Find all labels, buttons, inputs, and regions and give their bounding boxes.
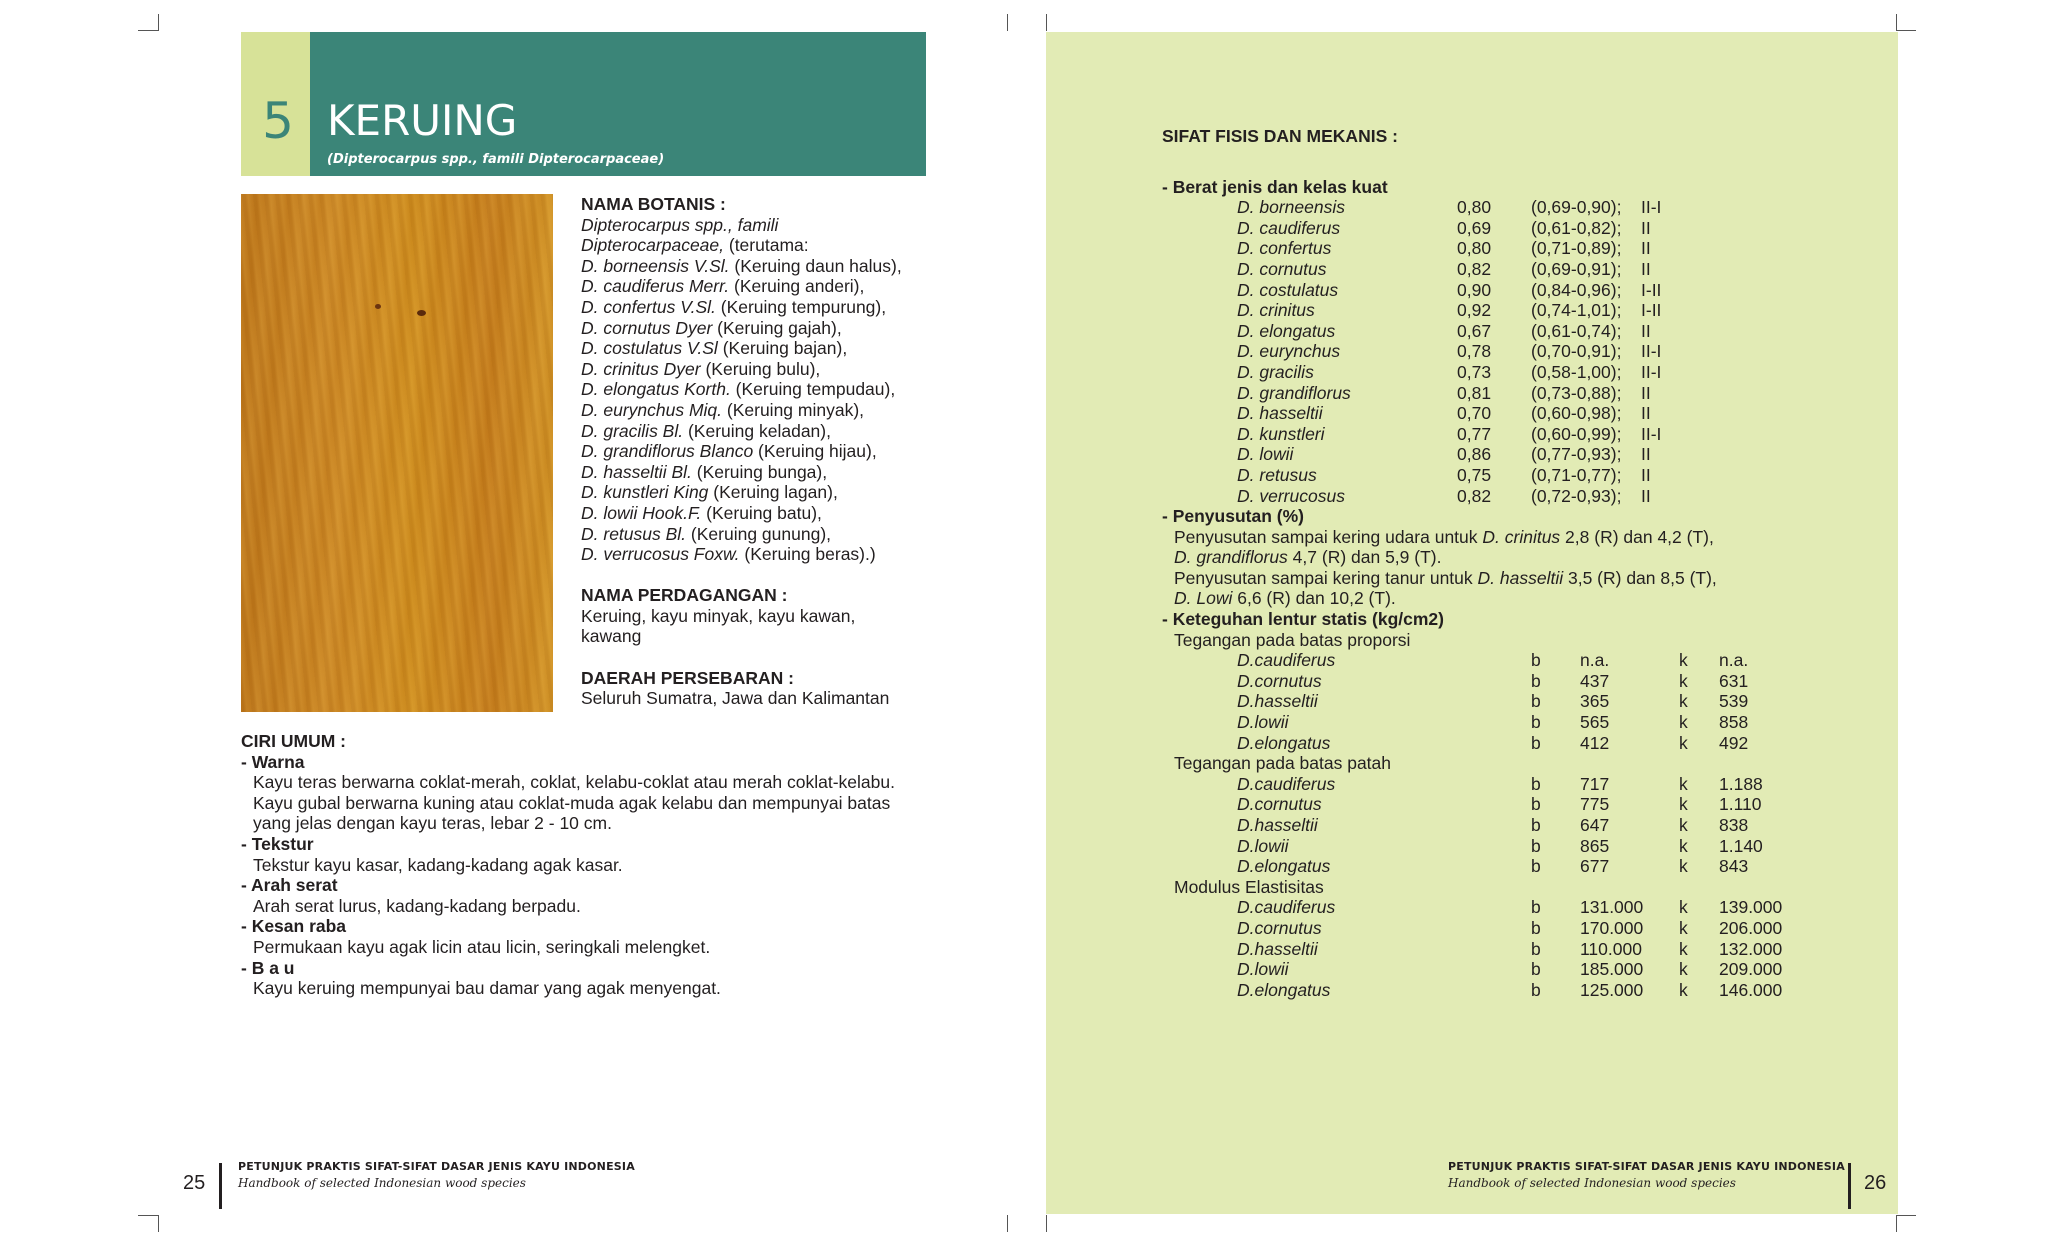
page-number-left: 25 xyxy=(183,1172,206,1194)
k-value: 843 xyxy=(1719,856,1749,877)
b-value: 412 xyxy=(1580,732,1610,753)
crop-mark xyxy=(1896,1215,1897,1232)
species-item xyxy=(581,524,902,545)
k-value: 132.000 xyxy=(1719,938,1783,959)
species-latin-name: D. borneensis V.Sl. xyxy=(581,255,730,276)
footer-divider xyxy=(1848,1163,1851,1209)
species-name: D.hasseltii xyxy=(1237,691,1318,712)
penyusutan-text: 3,5 (R) dan 8,5 (T), xyxy=(1563,567,1717,588)
species-latin-name: D. verrucosus Foxw. xyxy=(581,544,740,565)
keteguhan-row xyxy=(1162,917,1783,939)
species-name: D. grandiflorus xyxy=(1174,547,1288,568)
keteguhan-row xyxy=(1162,773,1763,795)
density-value: 0,67 xyxy=(1457,320,1492,341)
b-value: 775 xyxy=(1580,794,1610,815)
penyusutan-line xyxy=(1162,547,1717,568)
density-value: 0,80 xyxy=(1457,197,1492,218)
penyusutan-text: 2,8 (R) dan 4,2 (T), xyxy=(1560,526,1714,547)
species-local-name: (Keruing beras).) xyxy=(739,544,876,565)
species-latin-name: D. crinitus Dyer xyxy=(581,358,701,379)
ciri-umum-heading: CIRI UMUM : xyxy=(241,731,346,751)
ciri-umum-section xyxy=(241,731,895,999)
b-value: 185.000 xyxy=(1580,959,1644,980)
strength-class: I-II xyxy=(1641,279,1662,300)
density-range: (0,71-0,77); xyxy=(1531,464,1622,485)
species-list xyxy=(581,256,902,565)
berat-jenis-row xyxy=(1162,403,1717,424)
keteguhan-row xyxy=(1162,938,1783,960)
b-value: 437 xyxy=(1580,670,1610,691)
species-item xyxy=(581,503,902,524)
penyusutan-text: 4,7 (R) dan 5,9 (T). xyxy=(1287,547,1442,568)
species-local-name: (Keruing bajan), xyxy=(717,338,848,359)
penyusutan-text: Penyusutan sampai kering udara untuk xyxy=(1174,526,1483,547)
density-value: 0,82 xyxy=(1457,258,1492,279)
crop-mark xyxy=(1046,1215,1047,1232)
species-name: D. lowii xyxy=(1237,444,1294,465)
wood-knot xyxy=(375,304,381,309)
keteguhan-row xyxy=(1162,691,1749,712)
b-label: b xyxy=(1531,794,1541,815)
strength-class: II xyxy=(1641,217,1651,238)
keteguhan-row xyxy=(1162,835,1763,857)
b-value: 565 xyxy=(1580,712,1610,733)
density-range: (0,69-0,90); xyxy=(1531,197,1622,218)
penyusutan-text: Penyusutan sampai kering tanur untuk xyxy=(1174,567,1478,588)
ciri-text: Kayu keruing mempunyai bau damar yang agak menyengat. xyxy=(253,978,721,999)
species-name: D.caudiferus xyxy=(1237,650,1336,671)
berat-jenis-row xyxy=(1162,197,1717,218)
keteguhan-row xyxy=(1162,856,1749,877)
keteguhan-row xyxy=(1162,670,1749,692)
density-value: 0,77 xyxy=(1457,423,1492,444)
species-item xyxy=(581,276,902,297)
b-label: b xyxy=(1531,938,1541,959)
species-latin-name: D. lowii Hook.F. xyxy=(581,502,702,523)
b-value: 647 xyxy=(1580,815,1610,835)
species-local-name: (Keruing bunga), xyxy=(691,461,828,482)
k-value: 139.000 xyxy=(1719,897,1783,918)
density-value: 0,92 xyxy=(1457,300,1492,321)
nama-perdagangan-heading: NAMA PERDAGANGAN : xyxy=(581,585,788,606)
berat-jenis-row xyxy=(1162,238,1717,259)
species-name: D.lowii xyxy=(1237,712,1289,733)
berat-jenis-row xyxy=(1162,300,1717,321)
strength-class: II xyxy=(1641,403,1651,424)
crop-mark xyxy=(1007,14,1008,31)
k-label: k xyxy=(1679,856,1688,877)
strength-class: II-I xyxy=(1641,361,1662,382)
b-label: b xyxy=(1531,691,1541,712)
species-name: D.elongatus xyxy=(1237,732,1331,753)
ciri-text: Arah serat lurus, kadang-kadang berpadu. xyxy=(253,895,581,916)
k-value: 539 xyxy=(1719,691,1749,712)
b-label: b xyxy=(1531,959,1541,980)
strength-class: II xyxy=(1641,464,1651,485)
sifat-heading: SIFAT FISIS DAN MEKANIS : xyxy=(1162,126,1398,146)
b-value: 865 xyxy=(1580,835,1610,856)
ciri-text: Kayu gubal berwarna kuning atau coklat-muda agak kelabu dan mempunyai batas xyxy=(253,792,891,813)
strength-class: II-I xyxy=(1641,341,1662,362)
species-name: D. crinitus xyxy=(1482,526,1561,547)
species-item xyxy=(581,318,902,339)
k-label: k xyxy=(1679,712,1688,733)
botanical-section xyxy=(581,194,902,709)
k-value: 858 xyxy=(1719,712,1749,733)
species-local-name: (Keruing hijau), xyxy=(753,441,877,462)
daerah-text: Seluruh Sumatra, Jawa dan Kalimantan xyxy=(581,688,890,709)
species-name: D. gracilis xyxy=(1237,361,1314,382)
ciri-label: - Arah serat xyxy=(241,875,338,896)
strength-class: II-I xyxy=(1641,423,1662,444)
crop-mark xyxy=(1046,14,1047,31)
species-item xyxy=(581,400,902,421)
species-name: D. confertus xyxy=(1237,238,1332,259)
species-latin-name: D. grandiflorus Blanco xyxy=(581,441,754,462)
b-label: b xyxy=(1531,773,1541,794)
density-value: 0,82 xyxy=(1457,485,1492,506)
species-name: D. grandiflorus xyxy=(1237,382,1351,403)
density-value: 0,90 xyxy=(1457,279,1492,300)
k-label: k xyxy=(1679,691,1688,712)
crop-mark xyxy=(138,1215,158,1216)
chapter-number: 5 xyxy=(262,92,294,150)
penyusutan-line xyxy=(1162,588,1717,609)
footer-subtitle-left: Handbook of selected Indonesian wood species xyxy=(238,1176,526,1190)
page-number-right: 26 xyxy=(1864,1172,1887,1194)
density-range: (0,70-0,91); xyxy=(1531,341,1622,362)
species-name: D. cornutus xyxy=(1237,258,1327,279)
crop-mark xyxy=(138,30,158,31)
species-name: D. hasseltii xyxy=(1237,403,1323,424)
species-item xyxy=(581,256,902,277)
botanis-terutama: (terutama: xyxy=(724,235,809,256)
species-name: D. eurynchus xyxy=(1237,341,1341,362)
k-value: 492 xyxy=(1719,732,1749,753)
properties-section xyxy=(1162,126,1783,1000)
species-item xyxy=(581,359,902,380)
species-name: D.caudiferus xyxy=(1237,773,1336,794)
species-local-name: (Keruing bulu), xyxy=(700,358,821,379)
crop-mark xyxy=(1896,14,1897,31)
b-label: b xyxy=(1531,712,1541,733)
keteguhan-row xyxy=(1162,794,1762,815)
species-name: D.cornutus xyxy=(1237,917,1322,938)
species-name: D.cornutus xyxy=(1237,794,1322,815)
keteguhan-row xyxy=(1162,732,1749,754)
k-label: k xyxy=(1679,835,1688,856)
keteguhan-row xyxy=(1162,959,1783,980)
k-label: k xyxy=(1679,650,1688,671)
species-name: D. kunstleri xyxy=(1237,423,1325,444)
species-latin-name: D. cornutus Dyer xyxy=(581,317,713,338)
k-value: n.a. xyxy=(1719,650,1749,671)
berat-jenis-row xyxy=(1162,465,1717,486)
crop-mark xyxy=(158,14,159,31)
b-label: b xyxy=(1531,856,1541,877)
crop-mark xyxy=(1007,1215,1008,1232)
density-value: 0,78 xyxy=(1457,341,1492,362)
species-name: D. elongatus xyxy=(1237,320,1336,341)
species-name: D. Lowi xyxy=(1174,588,1233,609)
density-range: (0,72-0,93); xyxy=(1531,485,1622,506)
species-local-name: (Keruing keladan), xyxy=(683,420,831,441)
penyusutan-line xyxy=(1162,568,1717,589)
density-value: 0,80 xyxy=(1457,238,1492,259)
nama-botanis-heading: NAMA BOTANIS : xyxy=(581,194,726,214)
ciri-text: Tekstur kayu kasar, kadang-kadang agak kasar. xyxy=(253,854,623,875)
b-value: 131.000 xyxy=(1580,897,1644,918)
density-value: 0,73 xyxy=(1457,361,1492,382)
ciri-text: Permukaan kayu agak licin atau licin, seringkali melengket. xyxy=(253,936,711,957)
ciri-label: - Kesan raba xyxy=(241,916,347,937)
berat-jenis-table xyxy=(1162,197,1717,506)
species-name: D.lowii xyxy=(1237,959,1289,980)
berat-jenis-row xyxy=(1162,444,1717,465)
ciri-list xyxy=(241,752,895,999)
species-name: D. crinitus xyxy=(1237,300,1315,321)
b-value: 365 xyxy=(1580,691,1610,712)
footer-subtitle-right: Handbook of selected Indonesian wood species xyxy=(1448,1176,1736,1190)
density-value: 0,69 xyxy=(1457,217,1492,238)
species-name: D. retusus xyxy=(1237,464,1317,485)
density-range: (0,69-0,91); xyxy=(1531,258,1622,279)
density-range: (0,58-1,00); xyxy=(1531,361,1622,382)
penyusutan-text: 6,6 (R) dan 10,2 (T). xyxy=(1232,588,1396,609)
ciri-label: - Tekstur xyxy=(241,833,314,854)
chapter-title: KERUING xyxy=(327,96,518,145)
b-value: 717 xyxy=(1580,773,1610,794)
k-value: 1.110 xyxy=(1719,794,1762,815)
species-latin-name: D. costulatus V.Sl xyxy=(581,338,718,359)
botanis-intro: Dipterocarpus spp., famili xyxy=(581,214,779,235)
ciri-label: - Warna xyxy=(241,751,305,772)
species-local-name: (Keruing gajah), xyxy=(712,317,842,338)
chapter-subtitle: (Dipterocarpus spp., famili Dipterocarpaceae) xyxy=(327,152,665,167)
density-range: (0,61-0,82); xyxy=(1531,217,1622,238)
berat-jenis-row xyxy=(1162,362,1717,383)
keteguhan-group-title: Modulus Elastisitas xyxy=(1174,876,1324,897)
b-value: 170.000 xyxy=(1580,917,1644,938)
density-range: (0,77-0,93); xyxy=(1531,444,1622,465)
keteguhan-group-title: Tegangan pada batas proporsi xyxy=(1174,629,1411,650)
botanis-family: Dipterocarpaceae, xyxy=(581,235,724,256)
footer-divider xyxy=(219,1163,222,1209)
k-label: k xyxy=(1679,794,1688,815)
k-value: 206.000 xyxy=(1719,917,1783,938)
species-name: D.hasseltii xyxy=(1237,938,1318,959)
species-local-name: (Keruing anderi), xyxy=(729,276,865,297)
species-name: D.lowii xyxy=(1237,835,1289,856)
k-label: k xyxy=(1679,938,1688,959)
k-value: 146.000 xyxy=(1719,979,1783,1000)
footer-title-left: PETUNJUK PRAKTIS SIFAT-SIFAT DASAR JENIS KAYU INDONESIA xyxy=(238,1160,635,1173)
species-latin-name: D. gracilis Bl. xyxy=(581,420,684,441)
berat-jenis-row xyxy=(1162,486,1717,507)
species-local-name: (Keruing lagan), xyxy=(708,482,838,503)
k-label: k xyxy=(1679,897,1688,918)
b-value: n.a. xyxy=(1580,650,1610,671)
keteguhan-row xyxy=(1162,897,1783,918)
keteguhan-row xyxy=(1162,979,1783,1001)
density-range: (0,60-0,98); xyxy=(1531,403,1622,424)
species-latin-name: D. retusus Bl. xyxy=(581,523,687,544)
wood-sample-image xyxy=(241,194,553,712)
strength-class: I-II xyxy=(1641,300,1662,321)
crop-mark xyxy=(158,1215,159,1232)
berat-jenis-row xyxy=(1162,280,1717,301)
density-range: (0,73-0,88); xyxy=(1531,382,1622,403)
species-local-name: (Keruing batu), xyxy=(701,502,822,523)
ciri-text: yang jelas dengan kayu teras, lebar 2 - 10 cm. xyxy=(253,813,612,834)
species-local-name: (Keruing gunung), xyxy=(686,523,832,544)
b-label: b xyxy=(1531,670,1541,691)
k-value: 1.188 xyxy=(1719,773,1763,794)
b-label: b xyxy=(1531,917,1541,938)
k-label: k xyxy=(1679,670,1688,691)
species-name: D. hasseltii xyxy=(1477,567,1564,588)
b-label: b xyxy=(1531,815,1541,835)
species-item xyxy=(581,421,902,442)
berat-jenis-row xyxy=(1162,218,1717,239)
keteguhan-group-title: Tegangan pada batas patah xyxy=(1174,753,1391,774)
k-label: k xyxy=(1679,773,1688,794)
species-item xyxy=(581,462,902,483)
keteguhan-row xyxy=(1162,712,1749,733)
k-label: k xyxy=(1679,959,1688,980)
density-range: (0,71-0,89); xyxy=(1531,238,1622,259)
ciri-label: - B a u xyxy=(241,957,295,978)
density-range: (0,61-0,74); xyxy=(1531,320,1622,341)
keteguhan-row xyxy=(1162,815,1749,836)
density-range: (0,74-1,01); xyxy=(1531,300,1622,321)
species-name: D. costulatus xyxy=(1237,279,1339,300)
species-name: D.elongatus xyxy=(1237,979,1331,1000)
species-local-name: (Keruing tempurung), xyxy=(715,296,887,317)
k-value: 1.140 xyxy=(1719,835,1763,856)
penyusutan-heading: - Penyusutan (%) xyxy=(1162,506,1304,527)
species-item xyxy=(581,297,902,318)
density-value: 0,75 xyxy=(1457,464,1492,485)
berat-jenis-row xyxy=(1162,259,1717,280)
berat-jenis-row xyxy=(1162,424,1717,445)
berat-jenis-row xyxy=(1162,383,1717,404)
species-name: D.hasseltii xyxy=(1237,815,1318,835)
species-name: D. borneensis xyxy=(1237,197,1345,218)
species-item xyxy=(581,482,902,503)
species-item xyxy=(581,441,902,462)
daerah-heading: DAERAH PERSEBARAN : xyxy=(581,667,794,688)
berat-jenis-row xyxy=(1162,341,1717,362)
species-name: D. verrucosus xyxy=(1237,485,1345,506)
b-value: 125.000 xyxy=(1580,979,1644,1000)
species-name: D.caudiferus xyxy=(1237,897,1336,918)
density-value: 0,86 xyxy=(1457,444,1492,465)
species-latin-name: D. kunstleri King xyxy=(581,482,709,503)
strength-class: II xyxy=(1641,444,1651,465)
density-range: (0,84-0,96); xyxy=(1531,279,1622,300)
berat-jenis-heading: - Berat jenis dan kelas kuat xyxy=(1162,176,1388,197)
penyusutan-line xyxy=(1162,527,1717,548)
species-name: D.cornutus xyxy=(1237,670,1322,691)
b-label: b xyxy=(1531,897,1541,918)
b-label: b xyxy=(1531,979,1541,1000)
footer-title-right: PETUNJUK PRAKTIS SIFAT-SIFAT DASAR JENIS KAYU INDONESIA xyxy=(1448,1160,1845,1173)
keteguhan-heading: - Keteguhan lentur statis (kg/cm2) xyxy=(1162,609,1444,630)
k-label: k xyxy=(1679,917,1688,938)
species-latin-name: D. caudiferus Merr. xyxy=(581,276,730,297)
strength-class: II xyxy=(1641,238,1651,259)
b-label: b xyxy=(1531,732,1541,753)
ciri-text: Kayu teras berwarna coklat-merah, coklat, kelabu-coklat atau merah coklat-kelabu. xyxy=(253,772,895,793)
density-range: (0,60-0,99); xyxy=(1531,423,1622,444)
strength-class: II xyxy=(1641,485,1651,506)
species-item xyxy=(581,379,902,400)
strength-class: II-I xyxy=(1641,197,1662,218)
perdagangan-line: Keruing, kayu minyak, kayu kawan, xyxy=(581,605,856,626)
k-label: k xyxy=(1679,732,1688,753)
density-value: 0,81 xyxy=(1457,382,1492,403)
species-latin-name: D. hasseltii Bl. xyxy=(581,461,692,482)
wood-knot xyxy=(417,310,426,316)
strength-class: II xyxy=(1641,258,1651,279)
species-latin-name: D. eurynchus Miq. xyxy=(581,399,723,420)
strength-class: II xyxy=(1641,320,1651,341)
keteguhan-table xyxy=(1162,629,1783,1001)
keteguhan-row xyxy=(1162,650,1749,671)
k-label: k xyxy=(1679,979,1688,1000)
berat-jenis-row xyxy=(1162,321,1717,342)
strength-class: II xyxy=(1641,382,1651,403)
species-item xyxy=(581,338,902,359)
species-local-name: (Keruing minyak), xyxy=(722,399,865,420)
k-label: k xyxy=(1679,815,1688,835)
botanis-intro-line xyxy=(581,235,902,256)
species-local-name: (Keruing tempudau), xyxy=(730,379,896,400)
density-value: 0,70 xyxy=(1457,403,1492,424)
crop-mark xyxy=(1896,30,1916,31)
b-label: b xyxy=(1531,650,1541,671)
b-value: 110.000 xyxy=(1580,938,1642,959)
species-local-name: (Keruing daun halus), xyxy=(729,255,902,276)
crop-mark xyxy=(1896,1215,1916,1216)
k-value: 631 xyxy=(1719,670,1749,691)
k-value: 209.000 xyxy=(1719,959,1783,980)
species-latin-name: D. confertus V.Sl. xyxy=(581,296,716,317)
species-name: D. caudiferus xyxy=(1237,217,1341,238)
k-value: 838 xyxy=(1719,815,1749,835)
perdagangan-line: kawang xyxy=(581,626,642,647)
species-name: D.elongatus xyxy=(1237,856,1331,877)
species-latin-name: D. elongatus Korth. xyxy=(581,379,731,400)
species-item xyxy=(581,544,902,565)
b-label: b xyxy=(1531,835,1541,856)
b-value: 677 xyxy=(1580,856,1610,877)
